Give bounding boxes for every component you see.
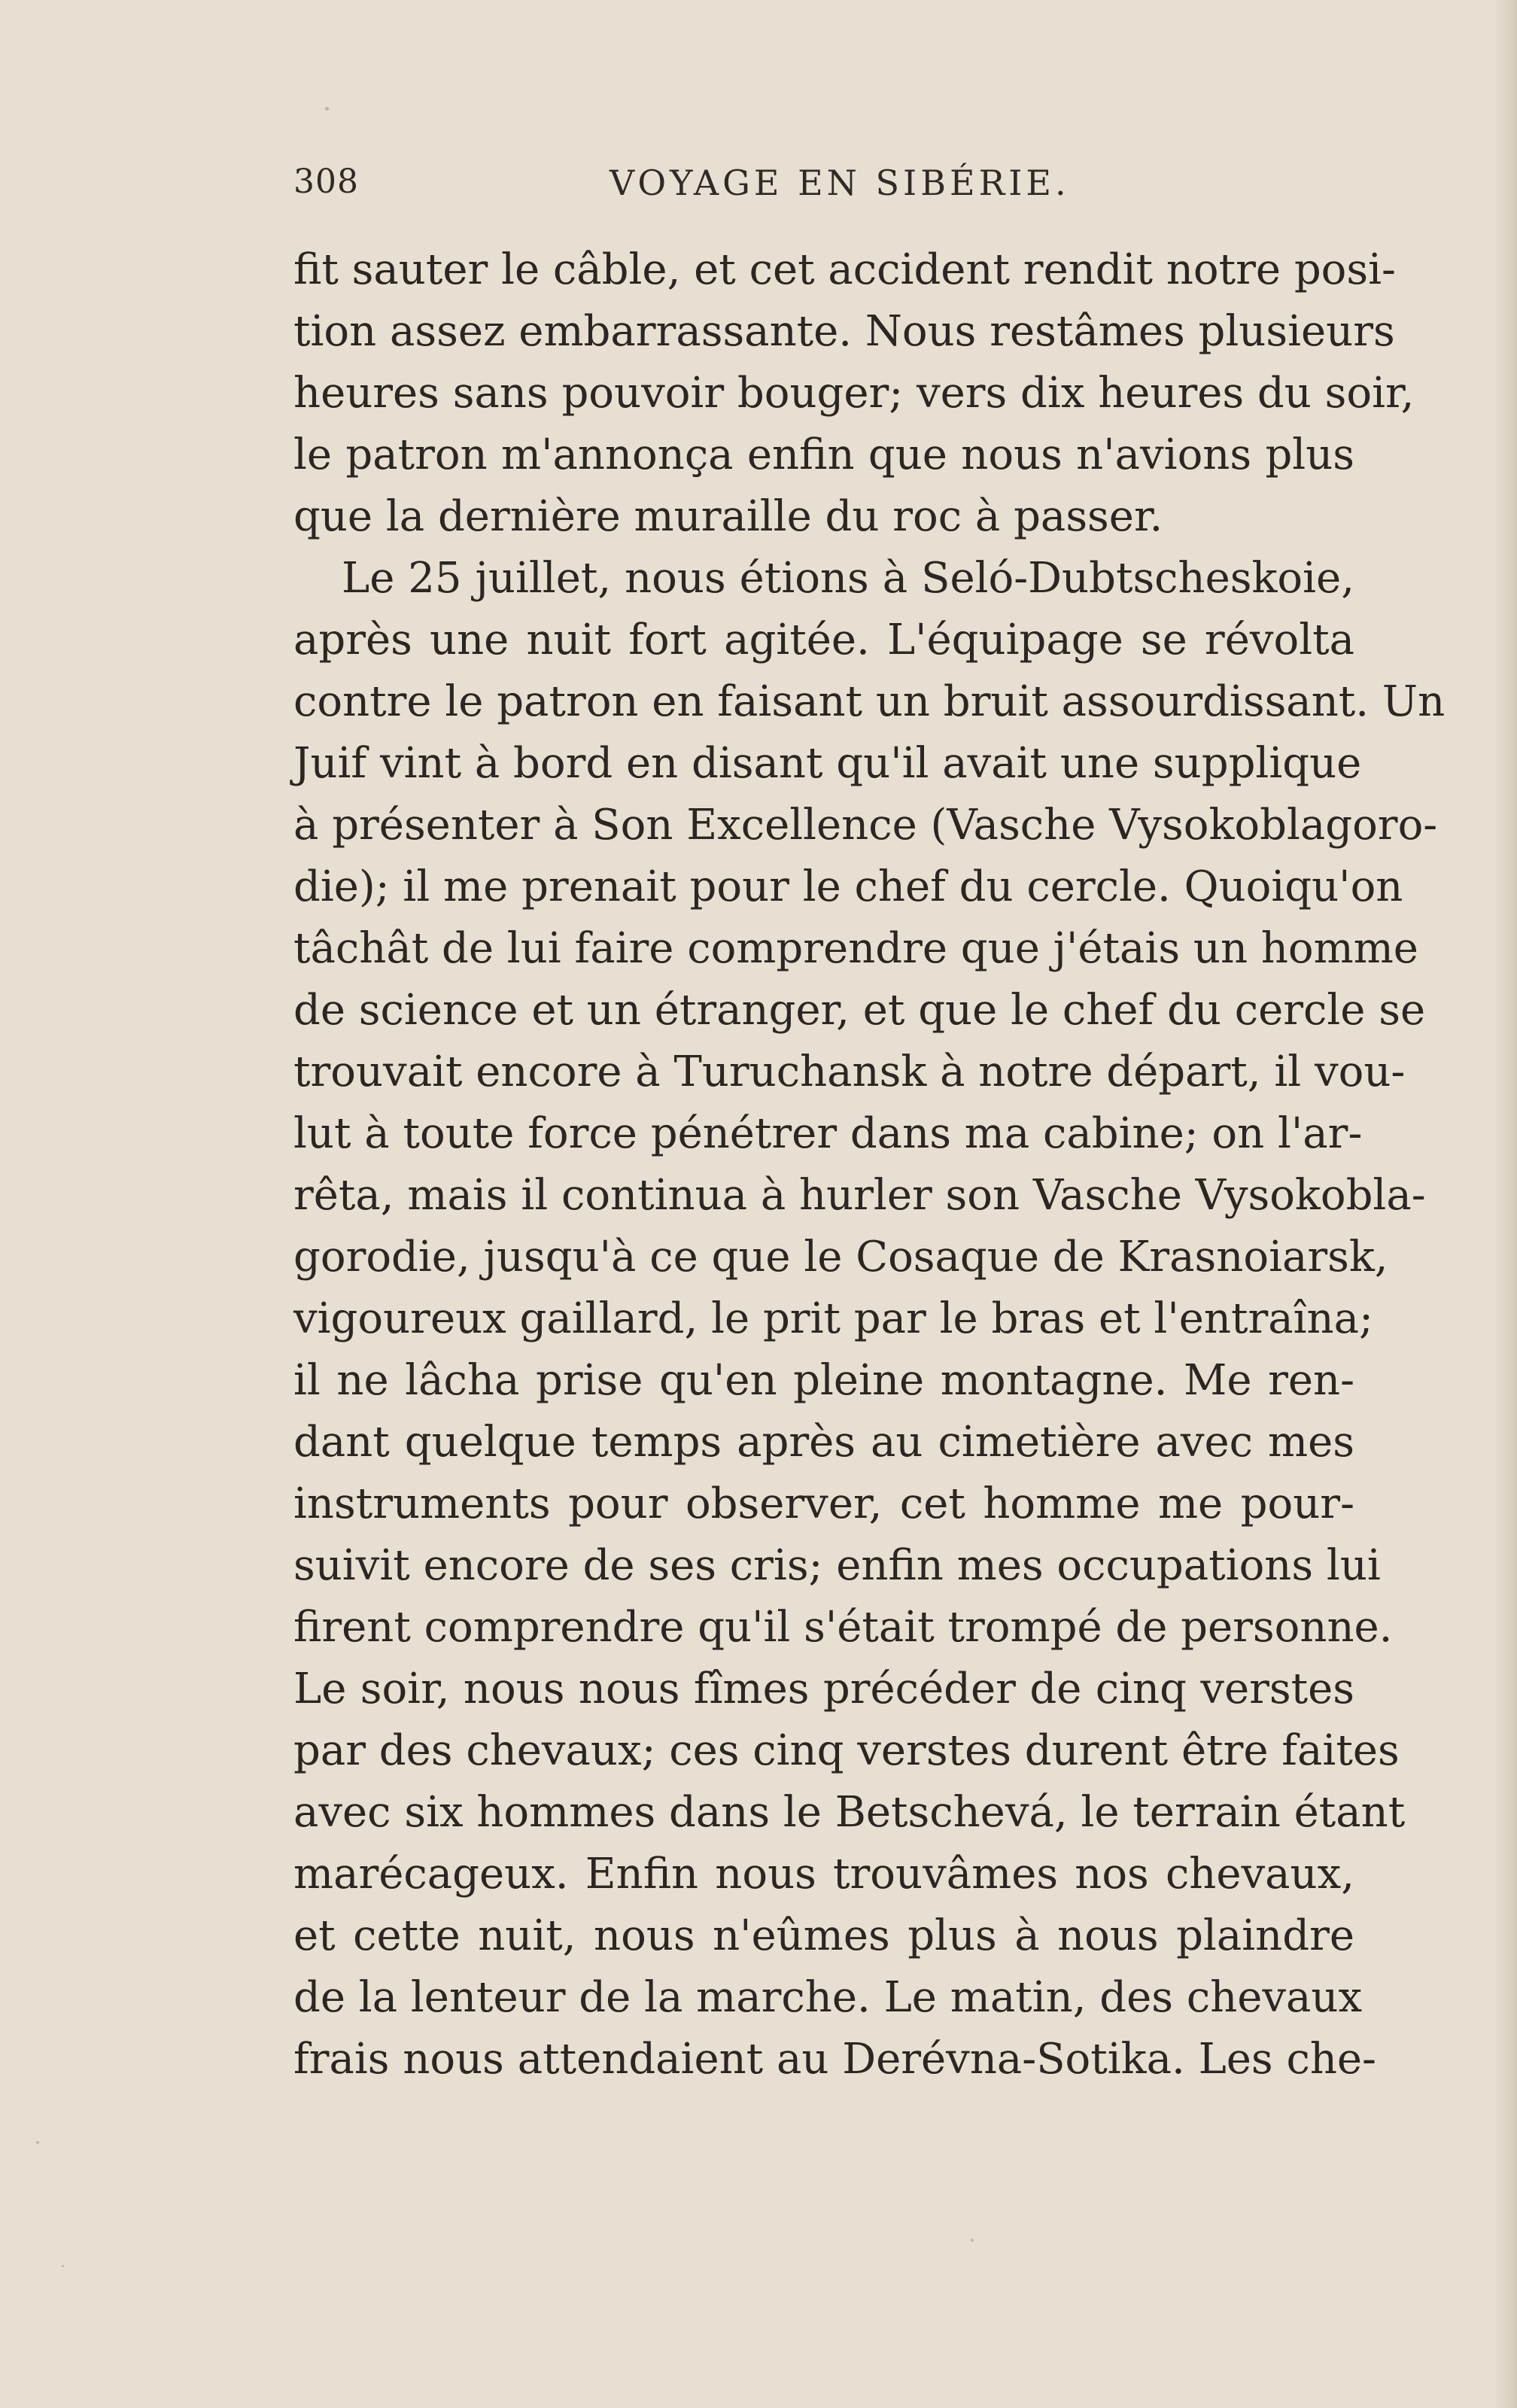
text-line: rêta, mais il continua à hurler son Vasche Vysokobla- [293, 1171, 1426, 1220]
text-line: lut à toute force pénétrer dans ma cabine; on l'ar- [293, 1109, 1363, 1158]
text-line: il ne lâcha prise qu'en pleine montagne. Me ren- [293, 1356, 1354, 1405]
text-line: et cette nuit, nous n'eûmes plus à nous plaindre [293, 1911, 1354, 1960]
text-line: à présenter à Son Excellence (Vasche Vysokoblagoro- [293, 801, 1438, 850]
text-line: marécageux. Enfin nous trouvâmes nos chevaux, [293, 1850, 1354, 1899]
text-line: firent comprendre qu'il s'était trompé de personne. [293, 1603, 1393, 1652]
running-title: VOYAGE EN SIBÉRIE. [610, 163, 1070, 203]
text-line: tâchât de lui faire comprendre que j'étais un homme [293, 924, 1418, 973]
body-text [293, 239, 1446, 2090]
text-line: instruments pour observer, cet homme me pour- [293, 1479, 1354, 1528]
text-line: trouvait encore à Turuchansk à notre départ, il vou- [293, 1047, 1406, 1096]
text-line: de la lenteur de la marche. Le matin, des chevaux [293, 1973, 1363, 2022]
text-line: que la dernière muraille du roc à passer. [293, 492, 1163, 541]
text-line: avec six hommes dans le Betschevá, le terrain étant [293, 1788, 1406, 1837]
text-line: frais nous attendaient au Derévna-Sotika. Les che- [293, 2035, 1376, 2084]
scan-speck [971, 2239, 974, 2242]
text-line: après une nuit fort agitée. L'équipage se révolta [293, 616, 1354, 664]
text-line: contre le patron en faisant un bruit assourdissant. Un [293, 677, 1446, 726]
text-line: Le 25 juillet, nous étions à Seló-Dubtscheskoie, [342, 554, 1354, 603]
text-line: heures sans pouvoir bouger; vers dix heures du soir, [293, 369, 1415, 418]
text-line: die); il me prenait pour le chef du cercle. Quoiqu'on [293, 862, 1403, 911]
text-line: gorodie, jusqu'à ce que le Cosaque de Krasnoiarsk, [293, 1233, 1388, 1282]
text-line: Juif vint à bord en disant qu'il avait une supplique [293, 739, 1362, 788]
running-head [293, 163, 1354, 215]
page-number: 308 [293, 163, 359, 201]
text-line: de science et un étranger, et que le chef du cercle se [293, 986, 1426, 1035]
text-line: par des chevaux; ces cinq verstes durent être faites [293, 1726, 1400, 1775]
text-line: suivit encore de ses cris; enfin mes occupations lui [293, 1541, 1381, 1590]
text-line: vigoureux gaillard, le prit par le bras et l'entraîna; [293, 1294, 1373, 1343]
text-line: Le soir, nous nous fîmes précéder de cinq verstes [293, 1665, 1354, 1713]
text-line: tion assez embarrassante. Nous restâmes plusieurs [293, 307, 1395, 356]
scan-speck [62, 2265, 64, 2267]
text-line: fit sauter le câble, et cet accident rendit notre posi- [293, 245, 1396, 294]
scan-speck [325, 107, 329, 111]
text-line: dant quelque temps après au cimetière avec mes [293, 1418, 1354, 1467]
scan-speck [36, 2141, 39, 2144]
text-line: le patron m'annonça enfin que nous n'avions plus [293, 430, 1354, 479]
